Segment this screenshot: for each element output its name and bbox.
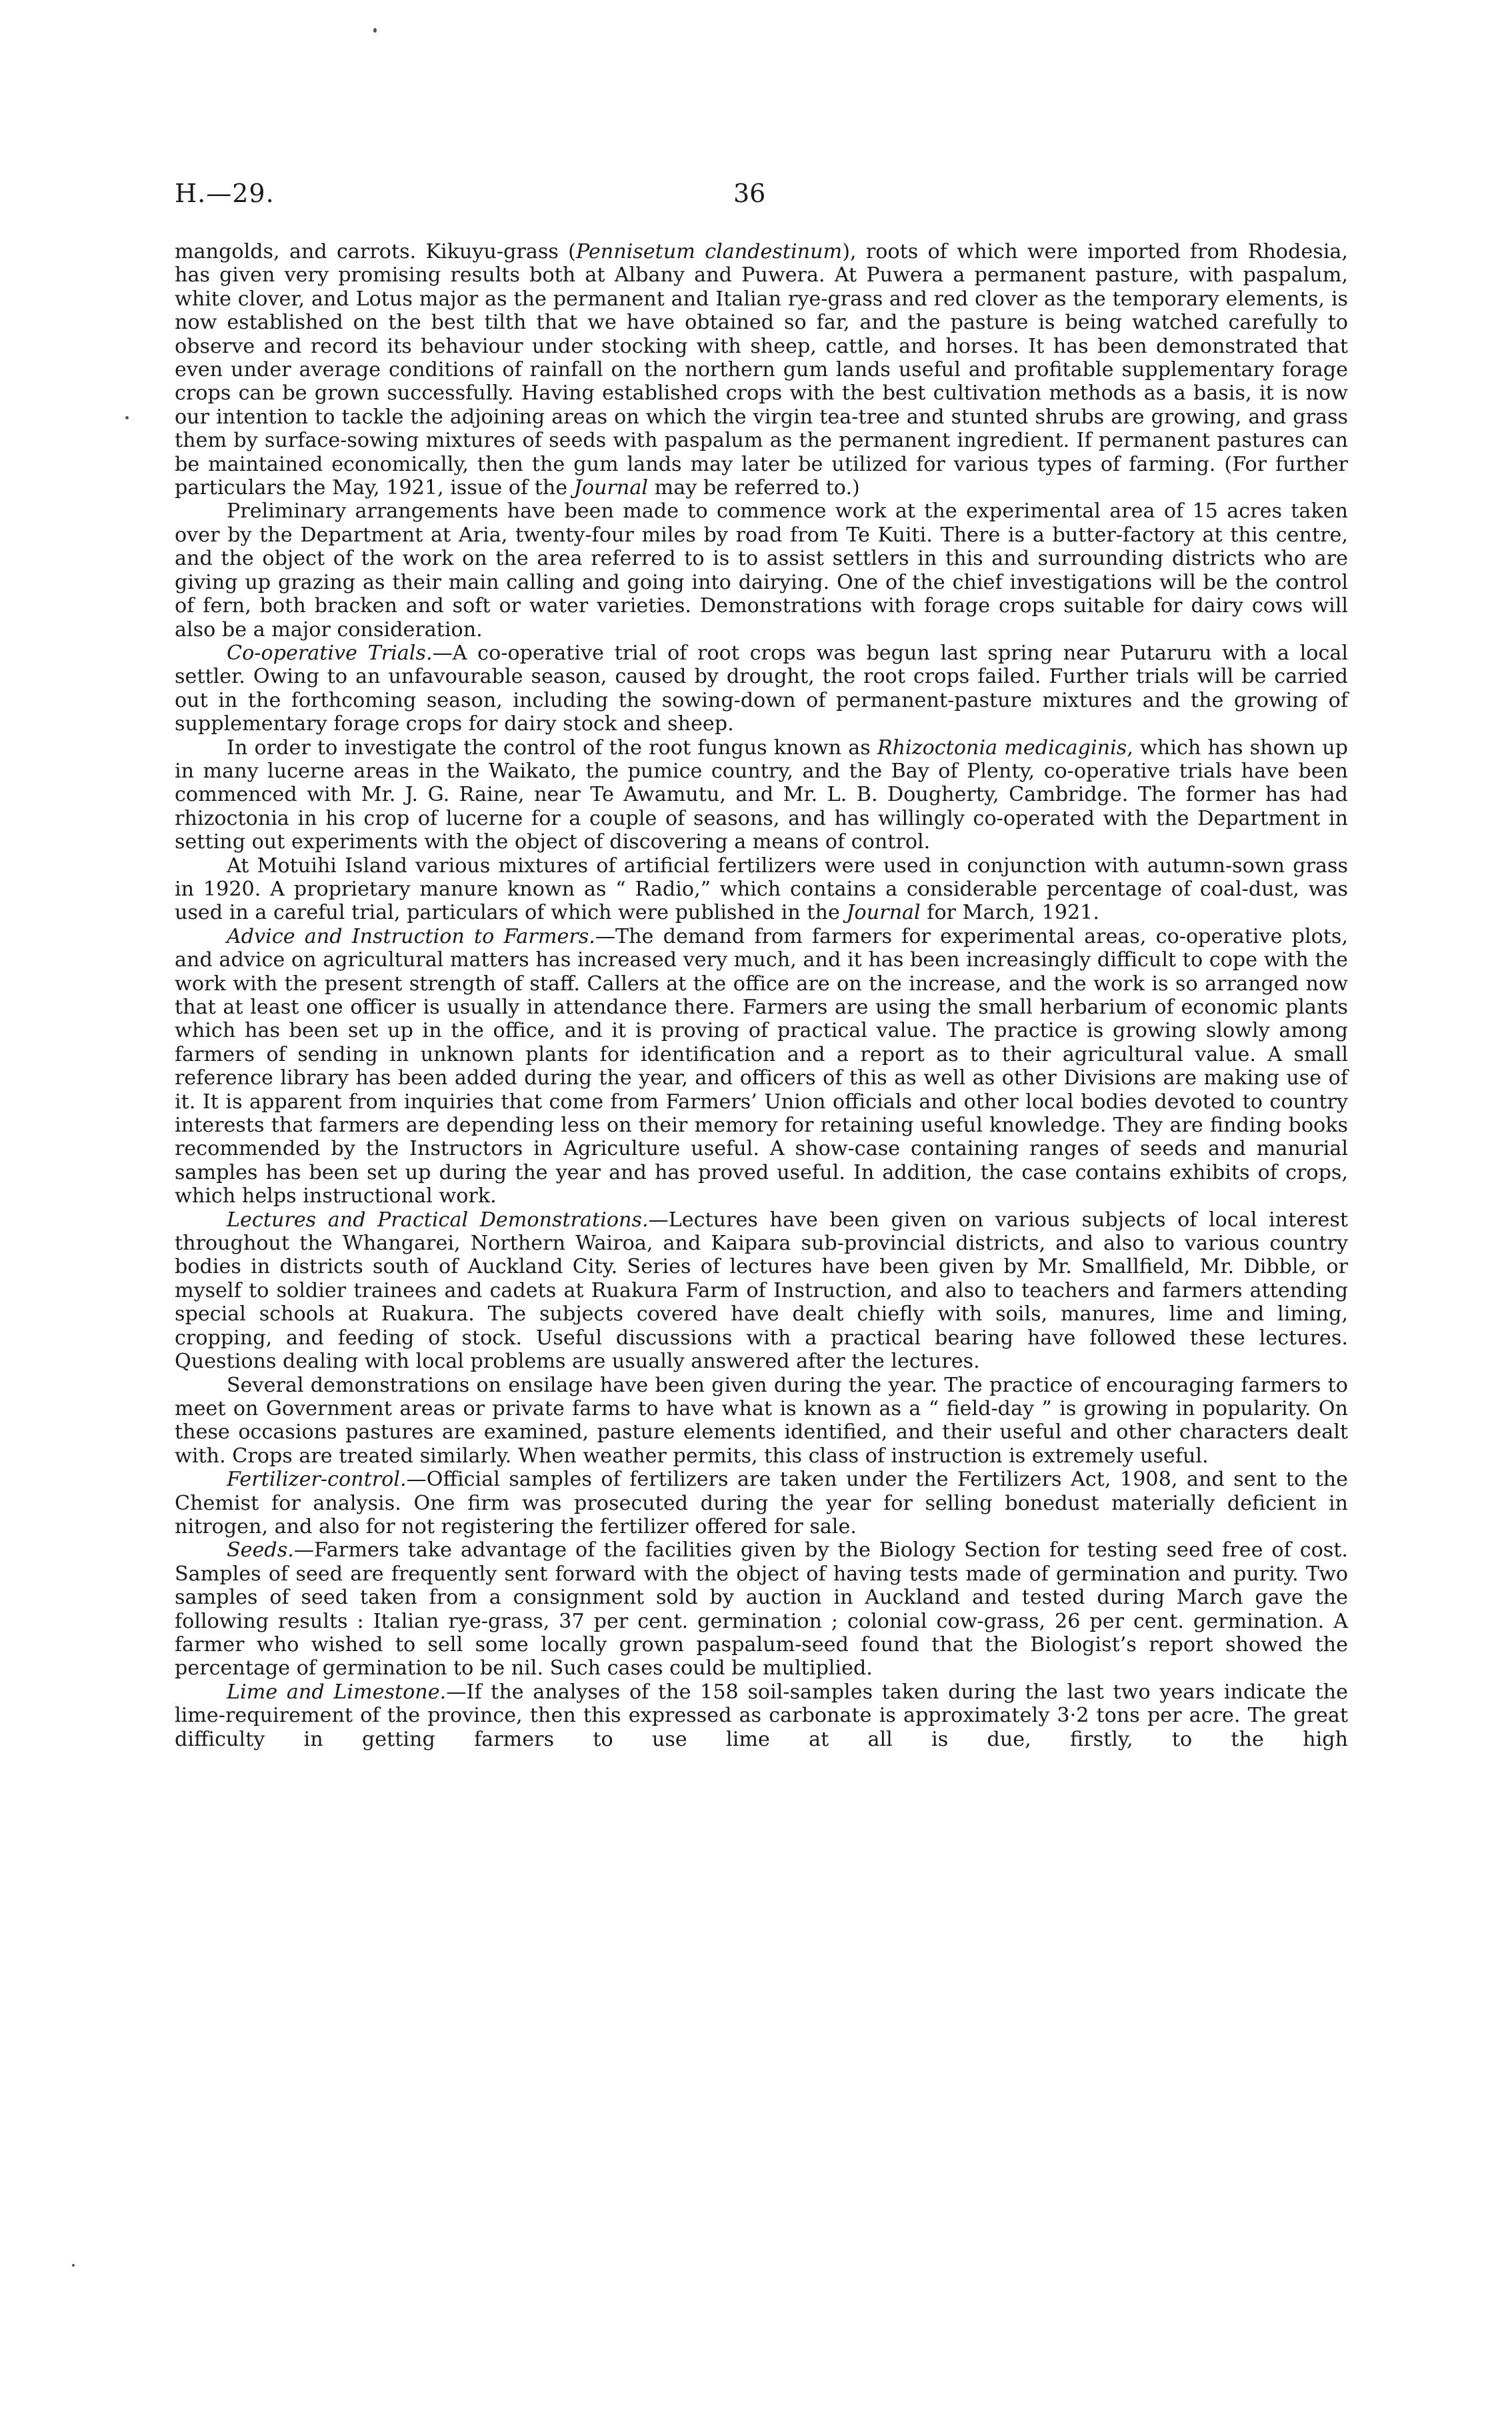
paragraph-gum-lands: mangolds, and carrots. Kikuyu-grass (Pennisetum clandestinum), roots of which were imported from Rhodesia, has given very promising results both at Albany and Puwera. At Puwera a permanent pasture, with paspalum, white clover, and Lotus major as the permanent and Italian rye-grass and red clover as the temporary elements, is now established on the best tilth that we have obtained so far, and the pasture is being watched carefully to observe and record its behaviour under stocking with sheep, cattle, and horses. It has been demonstrated that even under average conditions of rainfall on the northern gum lands useful and profitable supplementary forage crops can be grown successfully. Having established crops with the best cultivation methods as a basis, it is now our intention to tackle the adjoining areas on which the virgin tea-tree and stunted shrubs are growing, and grass them by surface-sowing mixtures of seeds with paspalum as the permanent ingredient. If permanent pastures can be maintained economically, then the gum lands may later be utilized for various types of farming. (For further particulars the May, 1921, issue of the Journal may be referred to.) <box>175 240 1348 500</box>
paragraph-aria-area: Preliminary arrangements have been made to commence work at the experimental area of 15 acres taken over by the Department at Aria, twenty-four miles by road from Te Kuiti. There is a butter-factory at this centre, and the object of the work on the area referred to is to assist settlers in this and surrounding districts who are giving up grazing as their main calling and going into dairying. One of the chief investigations will be the control of fern, both bracken and soft or water varieties. Demonstrations with forage crops suitable for dairy cows will also be a major consideration. <box>175 499 1348 642</box>
section-heading: Seeds. <box>227 1538 294 1562</box>
section-heading: Advice and Instruction to Farmers. <box>227 924 595 948</box>
body-text <box>175 240 1348 1751</box>
page-header <box>175 179 1348 219</box>
scan-speck <box>373 28 377 33</box>
paragraph-lectures: Lectures and Practical Demonstrations.—Lectures have been given on various subjects of local interest throughout the Whangarei, Northern Wairoa, and Kaipara sub-provincial districts, and also to various country bodies in districts south of Auckland City. Series of lectures have been given by Mr. Smallfield, Mr. Dibble, or myself to soldier trainees and cadets at Ruakura Farm of Instruction, and also to teachers and farmers attending special schools at Ruakura. The subjects covered have dealt chiefly with soils, manures, lime and liming, cropping, and feeding of stock. Useful discussions with a practical bearing have followed these lectures. Questions dealing with local problems are usually answered after the lectures. <box>175 1208 1348 1374</box>
paragraph-rhizoctonia: In order to investigate the control of the root fungus known as Rhizoctonia medicaginis, which has shown up in many lucerne areas in the Waikato, the pumice country, and the Bay of Plenty, co-operative trials have been commenced with Mr. J. G. Raine, near Te Awamutu, and Mr. L. B. Dougherty, Cambridge. The former has had rhizoctonia in his crop of lucerne for a couple of seasons, and has willingly co-operated with the Department in setting out experiments with the object of discovering a means of control. <box>175 736 1348 854</box>
page-number: 36 <box>733 179 766 208</box>
paragraph-ensilage: Several demonstrations on ensilage have been given during the year. The practice of encouraging farmers to meet on Government areas or private farms to have what is known as a “ field-day ” is growing in popularity. On these occasions pastures are examined, pasture elements identified, and their useful and other characters dealt with. Crops are treated similarly. When weather permits, this class of instruction is extremely useful. <box>175 1373 1348 1468</box>
section-heading: Lime and Limestone. <box>227 1680 447 1704</box>
section-heading: Fertilizer-control. <box>227 1468 407 1492</box>
paragraph-motuihi-island: At Motuihi Island various mixtures of artificial fertilizers were used in conjunction with autumn-sown grass in 1920. A proprietary manure known as “ Radio,” which contains a considerable percentage of coal-dust, was used in a careful trial, particulars of which were published in the Journal for March, 1921. <box>175 854 1348 925</box>
paragraph-advice-instruction: Advice and Instruction to Farmers.—The demand from farmers for experimental areas, co-operative plots, and advice on agricultural matters has increased very much, and it has been increasingly difficult to cope with the work with the present strength of staff. Callers at the office are on the increase, and the work is so arranged now that at least one officer is usually in attendance there. Farmers are using the small herbarium of economic plants which has been set up in the office, and it is proving of practical value. The practice is growing slowly among farmers of sending in unknown plants for identification and a report as to their agricultural value. A small reference library has been added during the year, and officers of this as well as other Divisions are making use of it. It is apparent from inquiries that come from Farmers’ Union officials and other local bodies devoted to country interests that farmers are depending less on their memory for retaining useful knowledge. They are finding books recommended by the Instructors in Agriculture useful. A show-case containing ranges of seeds and manurial samples has been set up during the year and has proved useful. In addition, the case contains exhibits of crops, which helps instructional work. <box>175 924 1349 1208</box>
section-heading: Co-operative Trials. <box>227 641 433 665</box>
scan-speck <box>125 416 129 419</box>
paragraph-fertilizer-control: Fertilizer-control.—Official samples of fertilizers are taken under the Fertilizers Act, 1908, and sent to the Chemist for analysis. One firm was prosecuted during the year for selling bonedust materially deficient in nitrogen, and also for not registering the fertilizer offered for sale. <box>175 1468 1348 1538</box>
paragraph-co-operative-trials: Co-operative Trials.—A co-operative trial of root crops was begun last spring near Putaruru with a local settler. Owing to an unfavourable season, caused by drought, the root crops failed. Further trials will be carried out in the forthcoming season, including the sowing-down of permanent-pasture mixtures and the growing of supplementary forage crops for dairy stock and sheep. <box>175 641 1348 736</box>
paragraph-lime: Lime and Limestone.—If the analyses of the 158 soil-samples taken during the last two years indicate the lime-requirement of the province, then this expressed as carbonate is approximately 3·2 tons per acre. The great difficulty in getting farmers to use lime at all is due, firstly, to the high <box>175 1680 1348 1751</box>
scan-speck <box>72 2264 75 2267</box>
section-heading: Lectures and Practical Demonstrations. <box>227 1208 649 1232</box>
paragraph-seeds: Seeds.—Farmers take advantage of the facilities given by the Biology Section for testing seed free of cost. Samples of seed are frequently sent forward with the object of having tests made of germination and purity. Two samples of seed taken from a consignment sold by auction in Auckland and tested during March gave the following results : Italian rye-grass, 37 per cent. germination ; colonial cow-grass, 26 per cent. germination. A farmer who wished to sell some locally grown paspalum-seed found that the Biologist’s report showed the percentage of germination to be nil. Such cases could be multiplied. <box>175 1538 1348 1680</box>
document-reference: H.—29. <box>175 179 275 208</box>
